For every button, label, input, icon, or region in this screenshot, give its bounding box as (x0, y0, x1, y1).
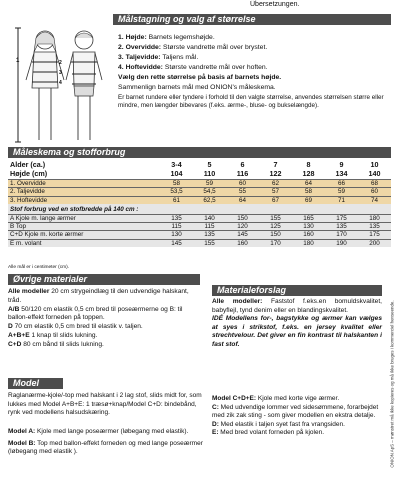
measuring-item-text: Taljens mål. (162, 54, 199, 61)
model-item-pre: E: (212, 429, 219, 437)
cell: 135 (160, 214, 193, 222)
measuring-header: Målstagning og valg af størrelse (113, 14, 391, 25)
cell: 155 (259, 214, 292, 222)
fabric-row (8, 214, 391, 222)
material-line (8, 288, 203, 306)
material-line-pre: D (8, 323, 13, 331)
other-materials-header: Øvrige materialer (8, 274, 200, 285)
model-item-text: Kjole med korte vige ærmer. (256, 395, 340, 402)
cell: 62,5 (193, 196, 226, 204)
cell: 190 (325, 239, 358, 247)
measuring-item-text: Barnets legemshøjde. (148, 34, 215, 41)
model-item-text: Med bred volant forneden på kjolen. (218, 429, 325, 437)
model-intro: Raglanærme-kjole/-top med halskant i 2 lag stof, slids midt for, som lukkes med Model A+B+E: 1 træsø+knap/Model C+D: bindebånd, rynk ved modellens halsudskæring. (8, 392, 202, 417)
cell: 160 (226, 239, 259, 247)
row-label: 1. Overvidde (8, 179, 160, 187)
copyright-side-text: ONION ApS – mønstret må ikke kopieres og må ikke bruges i kommerciel henseende. (389, 300, 395, 468)
model-right-list (212, 395, 382, 438)
cell: 71 (325, 196, 358, 204)
fabric-row (8, 239, 391, 247)
cell: 62 (259, 179, 292, 187)
model-item-text: Kjole med lange poseærmer (løbegang med elastik). (35, 428, 189, 435)
svg-text:2: 2 (59, 60, 62, 66)
height-cell: 140 (368, 168, 381, 178)
cell: 180 (292, 239, 325, 247)
model-left-list (8, 428, 203, 457)
fabric-suggestion-header: Materialeforslag (212, 285, 382, 296)
measure-row (8, 196, 391, 204)
children-measuring-illustration (10, 22, 110, 146)
age-cell: 5 (207, 160, 212, 169)
svg-text:1: 1 (16, 58, 20, 64)
material-line (8, 306, 203, 324)
height-cell: 116 (236, 168, 249, 178)
fabric-suggestion-body (212, 298, 382, 350)
model-item (212, 404, 382, 421)
top-fragment-text: Übersetzungen. (250, 1, 300, 8)
age-cell: 10 (370, 160, 379, 169)
fabric-row (8, 231, 391, 239)
cell: 170 (325, 231, 358, 239)
material-line (8, 332, 203, 341)
row-label: A Kjole m. lange ærmer (8, 214, 160, 222)
age-cell: 3-4 (171, 160, 182, 169)
cell: 120 (226, 222, 259, 230)
height-row (8, 168, 391, 179)
measuring-item (118, 43, 390, 53)
measuring-list (118, 33, 390, 110)
cell: 175 (358, 231, 391, 239)
measuring-compare-text: Sammenlign barnets mål med ONION's måleskema. (118, 84, 276, 91)
material-line (8, 323, 203, 332)
cell: 58 (292, 188, 325, 196)
cell: 135 (358, 222, 391, 230)
measuring-item-text: Største vandrette mål over brystet. (162, 44, 268, 51)
fabric-suggestion-text: Faststof f.eks.en bomuldskvalitet, babyflejl, tynd denim eller en blandingskvalitet. (212, 298, 382, 314)
model-item-text: Med elastik i taljen syet fast fra vrangsiden. (218, 420, 345, 428)
measuring-item-name: Overvidde: (125, 44, 162, 51)
model-item (8, 428, 203, 437)
fabric-suggestion-idea: IDÉ Modellens for-, bagstykke og ærmer kan vælges at syes i strikstof, f.eks. en jersey kvalitet eller strechtvelour. Det giver en fin kontrast til halskanten i fast stof. (212, 315, 382, 348)
cell: 60 (358, 188, 391, 196)
size-chart-header: Måleskema og stofforbrug (8, 147, 391, 158)
measuring-item-num: 3. (118, 54, 124, 61)
material-line-text: 70 cm elastik 0,5 cm bred til elastik v. taljen. (12, 323, 143, 331)
cell: 150 (226, 214, 259, 222)
measuring-item-name: Hoftevidde: (125, 64, 163, 71)
cell: 145 (160, 239, 193, 247)
height-cell: 122 (269, 168, 282, 178)
material-line-pre: Alle modeller (8, 288, 50, 295)
cell: 64 (226, 196, 259, 204)
cell: 155 (193, 239, 226, 247)
cell: 145 (226, 231, 259, 239)
cell: 57 (259, 188, 292, 196)
age-row (8, 161, 391, 168)
fabric-header: Stof forbrug ved en stofbredde på 140 cm : (10, 206, 139, 214)
row-label: 2. Taljevidde (8, 188, 160, 196)
material-line-text: 50/120 cm elastik 0,5 cm bred til poseærmerne og B: til ballon-effekt forneden på toppen. (8, 305, 183, 322)
measuring-choose-text: Vælg den rette størrelse på basis af barnets højde. (118, 74, 282, 81)
measuring-item (118, 63, 390, 73)
row-label: B Top (8, 222, 160, 230)
cell: 67 (259, 196, 292, 204)
measuring-item-name: Højde: (125, 34, 147, 41)
measure-row (8, 179, 391, 187)
model-item-text: Top med ballon-effekt forneden og med lange poseærmer (løbegang med elastik ). (8, 439, 203, 456)
size-chart-table (8, 161, 391, 247)
measuring-item-name: Taljevidde: (125, 54, 161, 61)
material-line-pre: C+D (8, 340, 22, 348)
model-item-pre: Model B: (8, 439, 36, 447)
height-label: Højde (cm) (10, 168, 48, 178)
cell: 115 (160, 222, 193, 230)
measuring-note-text: Er barnet rundere eller tyndere i forhold til den valgte størrelse, anvendes størrelsen større eller mindre, men længder bibevares (f.eks. ærme-, bluse- og bukselængde). (118, 94, 384, 109)
fabric-row (8, 222, 391, 230)
height-cell: 104 (170, 168, 183, 178)
fabric-suggestion-pre: Alle modeller: (212, 298, 263, 305)
material-line-text: 1 knap til slids lukning. (29, 331, 98, 339)
model-item-pre: Model A: (8, 428, 36, 435)
material-line (8, 341, 203, 350)
cell: 53,5 (160, 188, 193, 196)
cell: 180 (358, 214, 391, 222)
cell: 58 (160, 179, 193, 187)
cell: 200 (358, 239, 391, 247)
height-cell: 134 (335, 168, 348, 178)
cell: 59 (193, 179, 226, 187)
cell: 165 (292, 214, 325, 222)
other-materials-list (8, 288, 203, 350)
size-chart-footnote: Alle mål er i centimeter (cm). (8, 265, 70, 270)
cell: 175 (325, 214, 358, 222)
material-line-text: 80 cm bånd til slids lukning. (21, 340, 104, 348)
age-cell: 6 (240, 160, 245, 169)
measuring-item-num: 1. (118, 34, 124, 41)
row-label: C+D Kjole m. korte ærmer (8, 231, 160, 239)
cell: 61 (160, 196, 193, 204)
cell: 135 (325, 222, 358, 230)
row-label: 3. Hoftevidde (8, 196, 160, 204)
cell: 170 (259, 239, 292, 247)
model-item (212, 395, 382, 404)
cell: 130 (292, 222, 325, 230)
model-header: Model (8, 378, 63, 389)
model-item-pre: D: (212, 420, 219, 428)
cell: 135 (193, 231, 226, 239)
cell: 54,5 (193, 188, 226, 196)
age-cell: 9 (339, 160, 344, 169)
cell: 69 (292, 196, 325, 204)
model-item-pre: Model C+D+E: (212, 395, 257, 402)
row-label: E m. volant (8, 239, 160, 247)
height-cell: 110 (203, 168, 216, 178)
model-item-pre: C: (212, 403, 219, 411)
measuring-item-num: 2. (118, 44, 124, 51)
cell: 64 (292, 179, 325, 187)
material-line-pre: A+B+E (8, 331, 30, 339)
model-item (212, 429, 382, 438)
material-line-text: 20 cm strygeindlæg til den udvendige halskant, tråd. (8, 288, 189, 304)
measure-row (8, 188, 391, 196)
measuring-item (118, 33, 390, 43)
svg-text:3: 3 (59, 70, 62, 76)
cell: 68 (358, 179, 391, 187)
cell: 115 (193, 222, 226, 230)
measuring-item-text: Største vandrette mål over hoften. (164, 64, 268, 71)
age-cell: 8 (306, 160, 311, 169)
cell: 59 (325, 188, 358, 196)
model-item (8, 440, 203, 457)
svg-text:4: 4 (59, 80, 62, 86)
cell: 74 (358, 196, 391, 204)
age-label: Alder (ca.) (10, 160, 46, 169)
cell: 55 (226, 188, 259, 196)
copyright-side-note (384, 268, 400, 500)
fabric-header-row (8, 204, 391, 214)
model-item-text: Med udvendige lommer ved sidesømmene, forarbejdet med zik zak sting - som giver modellen en ekstra detalje. (212, 403, 379, 420)
cell: 60 (226, 179, 259, 187)
cell: 140 (193, 214, 226, 222)
cell: 150 (259, 231, 292, 239)
measuring-item (118, 53, 390, 63)
measuring-item-num: 4. (118, 64, 124, 71)
cell: 160 (292, 231, 325, 239)
material-line-pre: A/B (8, 305, 20, 313)
cell: 130 (160, 231, 193, 239)
cell: 66 (325, 179, 358, 187)
age-cell: 7 (273, 160, 278, 169)
cell: 125 (259, 222, 292, 230)
height-cell: 128 (302, 168, 315, 178)
